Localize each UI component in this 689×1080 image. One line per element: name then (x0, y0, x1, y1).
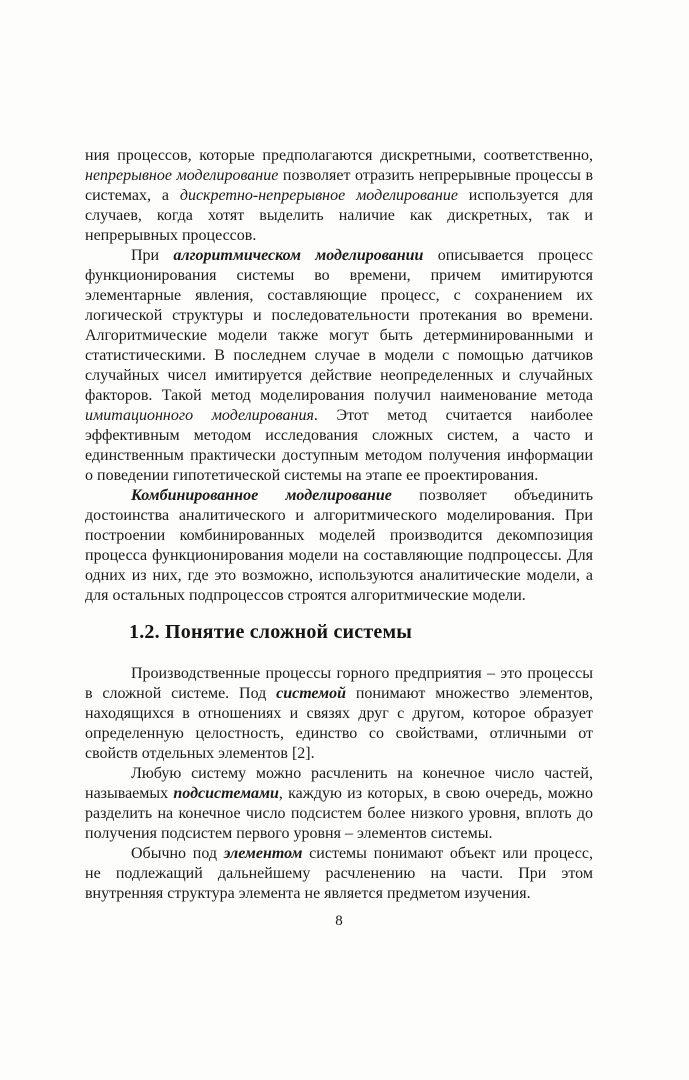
term-emphasis: подсистемами (173, 785, 279, 802)
term-emphasis: Комбинированное моделирование (131, 487, 392, 504)
text-run: Обычно под (131, 845, 224, 862)
paragraph (85, 664, 593, 764)
text-run: ния процессов, которые предполагаются дискретными, соответственно, (85, 147, 593, 164)
term-emphasis: алгоритмическом моделировании (173, 247, 424, 264)
text-run: Производственные процессы горного предприятия – это процессы в сложной системе. Под (85, 665, 593, 702)
page-number: 8 (335, 913, 343, 929)
paragraph (85, 246, 593, 486)
section-heading: 1.2. Понятие сложной системы (129, 621, 413, 643)
text-run: используется для случаев, когда хотят выделить наличие как дискретных, так и непрерывных процессов. (85, 187, 593, 244)
text-run: позволяет объединить достоинства аналитического и алгоритмического моделирования. При построении комбинированных моделей производится декомпозиция процесса функционирования модели на составляющие подпроцессы. Для одних из них, где это возможно, используются аналитические модели, а для остальных подпроцессов строятся алгоритмические модели. (85, 487, 594, 604)
text-run: . Этот метод считается наиболее эффективным методом исследования сложных систем, а часто и единственным практически доступным методом получения информации о поведении гипотетической системы на этапе ее проектирования. (85, 407, 593, 484)
paragraph (85, 486, 593, 606)
text-run: позволяет отразить непрерывные процессы в системах, а (85, 167, 593, 204)
term-emphasis: элементом (223, 845, 303, 862)
term-emphasis: непрерывное моделирование (85, 167, 279, 184)
text-run: При (131, 247, 174, 264)
text-run: , каждую из которых, в свою очередь, можно разделить на конечное число подсистем более низкого уровня, вплоть до получения подсистем первого уровня – элементов системы. (85, 785, 594, 842)
text-run: понимают множество элементов, находящихся в отношениях и связях друг с другом, которое образует определенную целостность, единство со свойствами, отличными от свойств отдельных элементов [2]. (85, 685, 594, 762)
term-emphasis: системой (276, 685, 346, 702)
paragraph (85, 146, 593, 246)
term-emphasis: имитационного моделирования (85, 407, 314, 424)
page-footer (85, 913, 593, 930)
paragraph (85, 844, 593, 904)
text-run: Любую систему можно расчленить на конечное число частей, называемых (85, 765, 593, 802)
term-emphasis: дискретно-непрерывное моделирование (179, 187, 458, 204)
text-run: системы понимают объект или процесс, не подлежащий дальнейшему расчленению на части. При этом внутренняя структура элемента не является предметом изучения. (85, 845, 593, 902)
paragraph (85, 764, 593, 844)
text-run: описывается процесс функционирования системы во времени, причем имитируются элементарные явления, составляющие процесс, с сохранением их логической структуры и последовательности протекания во времени. Алгоритмические модели также могут быть детерминированными и статистическими. В последнем случае в модели с помощью датчиков случайных чисел имитируется действие неопределенных и случайных факторов. Такой метод моделирования получил наименование метода (85, 247, 593, 404)
page-body (85, 146, 593, 904)
